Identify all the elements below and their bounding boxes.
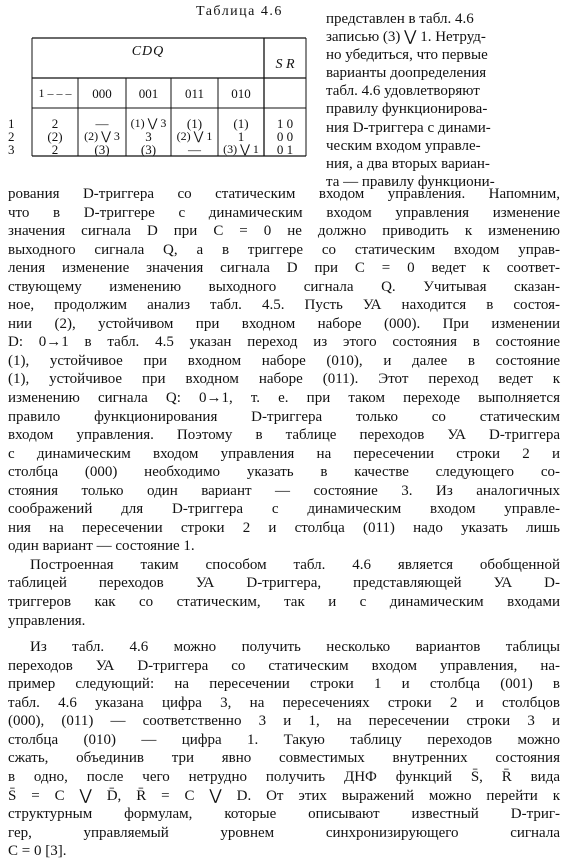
text-line: Из табл. 4.6 можно получить несколько вариантов таблицы [30, 639, 560, 656]
text-line: ния, а два вторых вариан- [326, 155, 490, 172]
text-line: представлен в табл. 4.6 [326, 11, 474, 27]
table-cell: (3) ⋁ 1 [223, 142, 259, 156]
text-line: структурным формулам, которые описывают известный D-триг- [8, 806, 560, 823]
table-cell: 2 [51, 142, 59, 157]
text-line: правило функционирования D-триггера только со статическим [8, 408, 560, 425]
text-line: C = 0 [3]. [8, 843, 67, 860]
text-line: выходного сигнала Q, а в триггере со статическим входом управ- [8, 241, 560, 258]
table-cell: (1) ⋁ 3 [130, 116, 167, 130]
table-cell: (3) [140, 142, 157, 157]
table-cell: (3) [94, 142, 110, 157]
text-line: (000), (011) — соответственно 3 и 1, на пересечении строки 3 и [8, 713, 560, 730]
text-line: в одно, после чего нетрудно получить ДНФ функций S̄, R̄ вида [8, 768, 560, 785]
text-line: столбца (010) — цифра 1. Такую таблицу переходов можно [8, 731, 560, 748]
table-cell: (1) [186, 116, 203, 131]
text-line: один вариант — состояние 1. [8, 538, 195, 555]
text-line: варианты доопределения [326, 65, 487, 82]
text-line: гер, управляемый уровнем синхронизирующего сигнала [8, 824, 560, 841]
table-cell: 3 [145, 129, 152, 144]
side-text-column [326, 10, 564, 191]
table-cell: — [95, 116, 109, 131]
text-line: входом управления. Поэтому в таблице переходов УА D-триггера [8, 427, 560, 444]
table-cell: 1 [237, 129, 245, 144]
table-cell: 2 [51, 116, 59, 131]
text-line: с динамическим входом управления на пересечении строки 2 и [8, 445, 560, 462]
text-line: нии (2), устойчивом при входном наборе (000). При изменении [8, 315, 560, 332]
text-line: ное, продолжим анализ табл. 4.5. Пусть УА находится в состоя- [8, 297, 560, 314]
row-number: 3 [8, 142, 15, 157]
paragraph-3 [8, 638, 560, 861]
text-line: значения сигнала D при C = 0 не должно приводить к изменению [8, 223, 560, 240]
text-line: управления. [8, 612, 86, 629]
text-line: рования D-триггера со статическим входом управления. Напомним, [8, 186, 560, 202]
paragraph-2 [8, 556, 560, 630]
text-line: переходов УА D-триггера со статическим входом управления, на- [8, 657, 560, 674]
table-cell: (2) ⋁ 1 [176, 129, 213, 143]
transition-table-container [4, 24, 320, 164]
col-header-010: 010 [231, 86, 251, 101]
text-line: что в D-триггере с динамическим входом управления изменение [8, 204, 560, 221]
paragraph-1 [8, 185, 560, 556]
table-cell: — [188, 142, 201, 157]
table-cell-sr: 0 1 [276, 142, 294, 157]
text-line: ния на пересечении строки 2 и столбца (011) надо указать лишь [8, 519, 560, 536]
text-line: табл. 4.6 указана цифра 3, на пересечениях строки 2 и столбцов [8, 694, 560, 711]
row-number: 2 [8, 129, 15, 144]
text-line: записью (3) ⋁ 1. Нетруд- [326, 29, 486, 46]
col-header-000: 000 [92, 86, 112, 101]
text-line: триггеров как со статическим, так и с динамическим входами [8, 594, 560, 611]
text-line: Построенная таким способом табл. 4.6 является обобщенной [30, 556, 560, 573]
text-line: табл. 4.6 удовлетворяют [326, 83, 480, 100]
text-line: (1), устойчивое при входном наборе (011). Этот переход ведет к [8, 371, 560, 388]
col-header-011: 011 [184, 86, 205, 101]
table-cell-sr: 1 0 [276, 116, 294, 131]
text-line: ния D-триггера с динами- [326, 119, 491, 136]
paragraph-gap [8, 630, 560, 638]
table-cell-sr: 0 0 [276, 129, 294, 144]
text-line: правилу функционирова- [326, 101, 488, 118]
text-line: та — правилу функциони- [326, 173, 495, 190]
text-line: соображений для D-триггера с динамическим входом управле- [8, 501, 560, 518]
col-first-header: 1 – – – [38, 86, 72, 100]
table-caption: Таблица 4.6 [196, 4, 283, 19]
row-number: 1 [8, 116, 15, 131]
sr-header: S R [275, 57, 295, 72]
text-line: столбца (000) необходимо указать в качестве следующего со- [8, 464, 560, 481]
text-line: D: 0→1 в табл. 4.5 указан переход из этого состояния в состояние [8, 334, 560, 351]
main-text [8, 185, 560, 861]
text-line: стояния только один вариант — состояние 3. Из аналогичных [8, 482, 560, 499]
text-line: сжать, объединив три явно совместимых внутренних состояния [8, 750, 560, 767]
text-line: пример следующий: на пересечении строки 1 и столбца (001) в [8, 676, 560, 693]
text-line: ствующему изменению выходного сигнала Q. Учитывая сказан- [8, 278, 560, 295]
table-cell: (1) [233, 116, 249, 131]
text-line: S̄ = C ⋁ D̄, R̄ = C ⋁ D. От этих выражений можно перейти к [8, 787, 560, 804]
table-cell: (2) [47, 129, 63, 144]
text-line: но убедиться, что первые [326, 47, 488, 64]
text-line: таблицей переходов УА D-триггера, представляющей УА D- [8, 575, 560, 592]
col-header-001: 001 [138, 86, 159, 101]
group-header: CDQ [131, 44, 165, 59]
table-cell: (2) ⋁ 3 [84, 129, 120, 143]
text-line: ческим входом управле- [326, 137, 481, 154]
text-line: (1), устойчивое при входном наборе (010), и далее в состояние [8, 352, 560, 369]
text-line: изменению сигнала Q: 0→1, т. е. при таком переходе выполняется [8, 390, 560, 407]
text-line: ления изменение значения сигнала D при C = 0 ведет к соответ- [8, 260, 560, 277]
